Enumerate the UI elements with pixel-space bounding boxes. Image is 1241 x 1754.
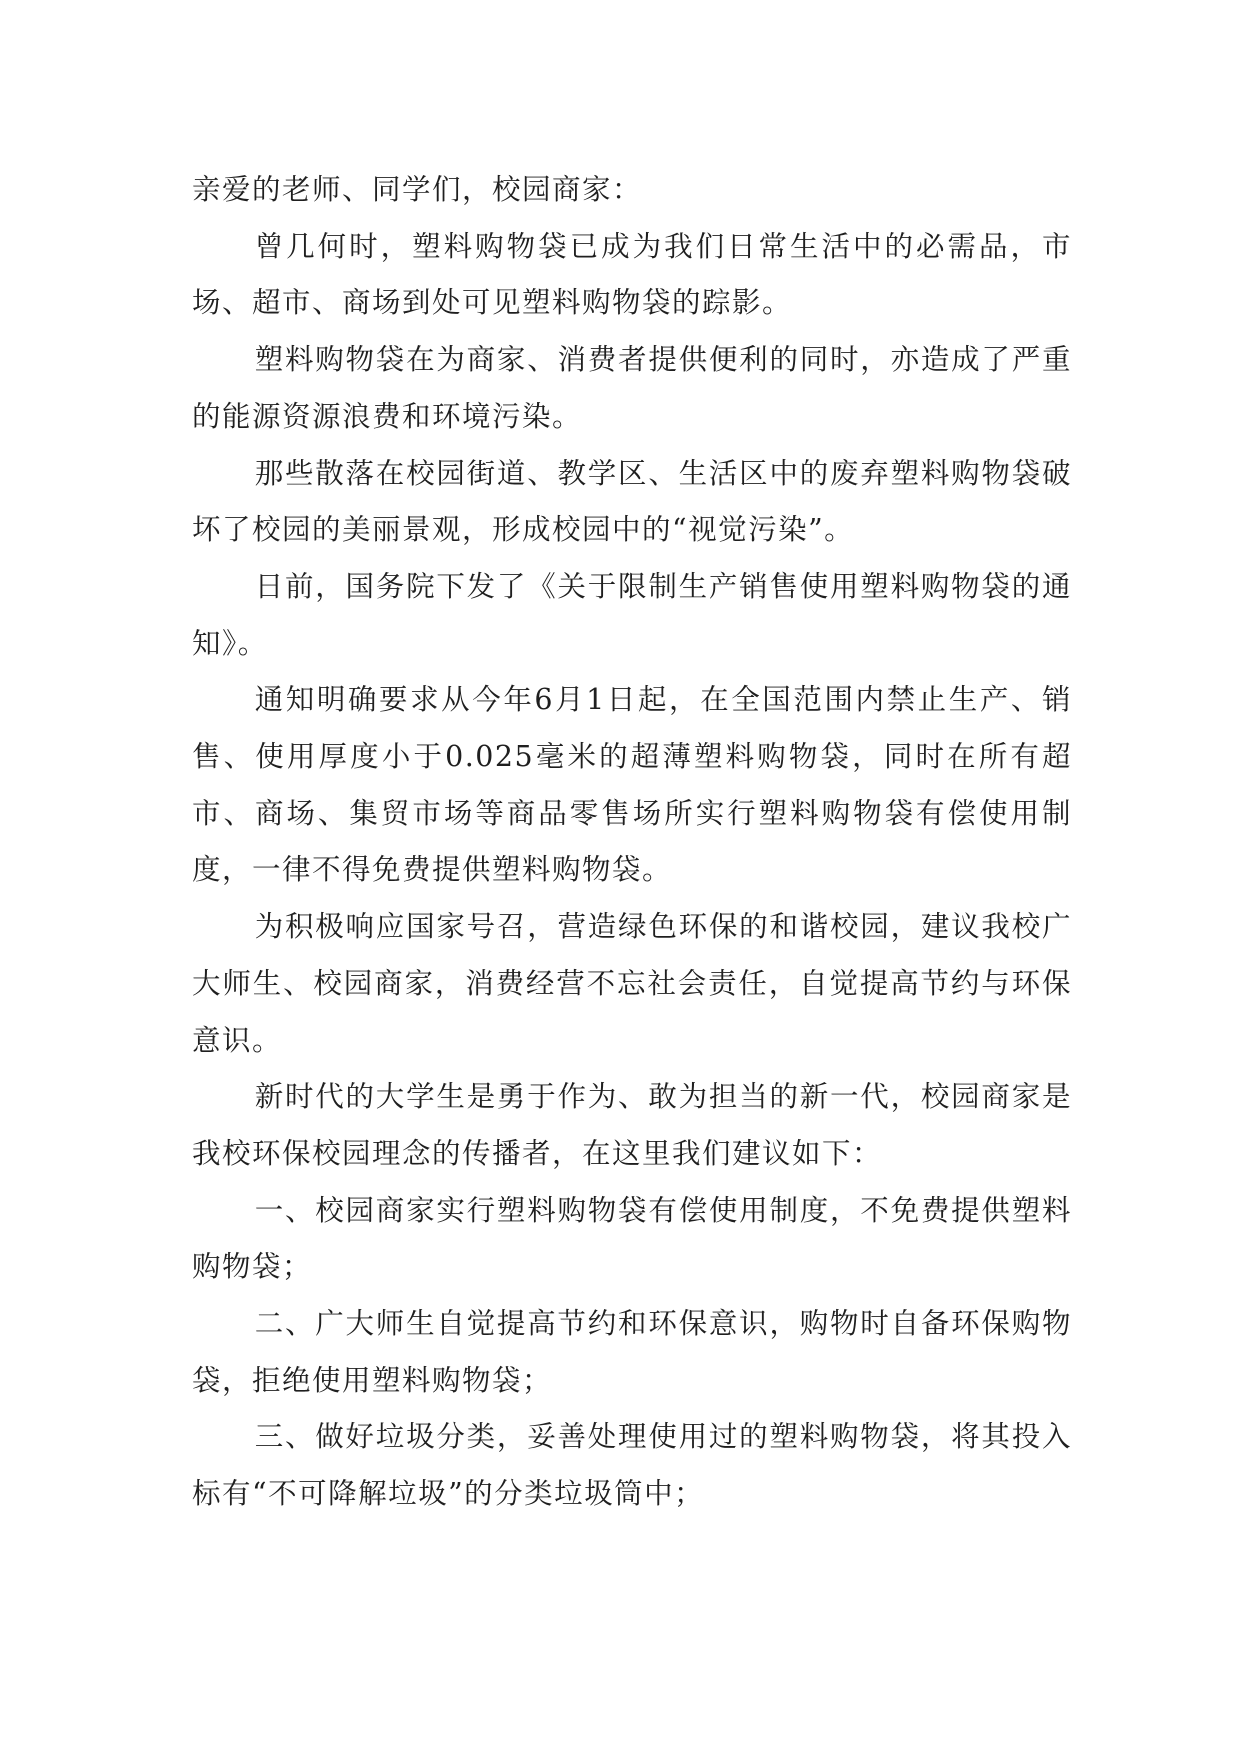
suggestion-2: 二、广大师生自觉提高节约和环保意识，购物时自备环保购物袋，拒绝使用塑料购物袋； (192, 1307, 1072, 1397)
paragraph-4: 日前，国务院下发了《关于限制生产销售使用塑料购物袋的通知》。 (192, 569, 1072, 660)
paragraph-5: 通知明确要求从今年6月1日起，在全国范围内禁止生产、销售、使用厚度小于0.025毫米的超薄塑料购物袋，同时在所有超市、商场、集贸市场等商品零售场所实行塑料购物袋有偿使用制度，一律不得免费提供塑料购物袋。 (192, 683, 1072, 887)
paragraph-6: 为积极响应国家号召，营造绿色环保的和谐校园，建议我校广大师生、校园商家，消费经营不忘社会责任，自觉提高节约与环保意识。 (192, 910, 1072, 1057)
salutation: 亲爱的老师、同学们，校园商家： (192, 173, 643, 206)
paragraph-7: 新时代的大学生是勇于作为、敢为担当的新一代，校园商家是我校环保校园理念的传播者，在这里我们建议如下： (192, 1080, 1072, 1170)
document-body (192, 162, 1072, 1523)
paragraph-2: 塑料购物袋在为商家、消费者提供便利的同时，亦造成了严重的能源资源浪费和环境污染。 (192, 343, 1072, 433)
suggestion-1: 一、校园商家实行塑料购物袋有偿使用制度，不免费提供塑料购物袋； (192, 1193, 1072, 1284)
paragraph-3: 那些散落在校园街道、教学区、生活区中的废弃塑料购物袋破坏了校园的美丽景观，形成校园中的“视觉污染”。 (192, 456, 1072, 547)
suggestion-3: 三、做好垃圾分类，妥善处理使用过的塑料购物袋，将其投入标有“不可降解垃圾”的分类垃圾筒中； (192, 1420, 1072, 1511)
paragraph-1: 曾几何时，塑料购物袋已成为我们日常生活中的必需品，市场、超市、商场到处可见塑料购物袋的踪影。 (192, 229, 1072, 320)
